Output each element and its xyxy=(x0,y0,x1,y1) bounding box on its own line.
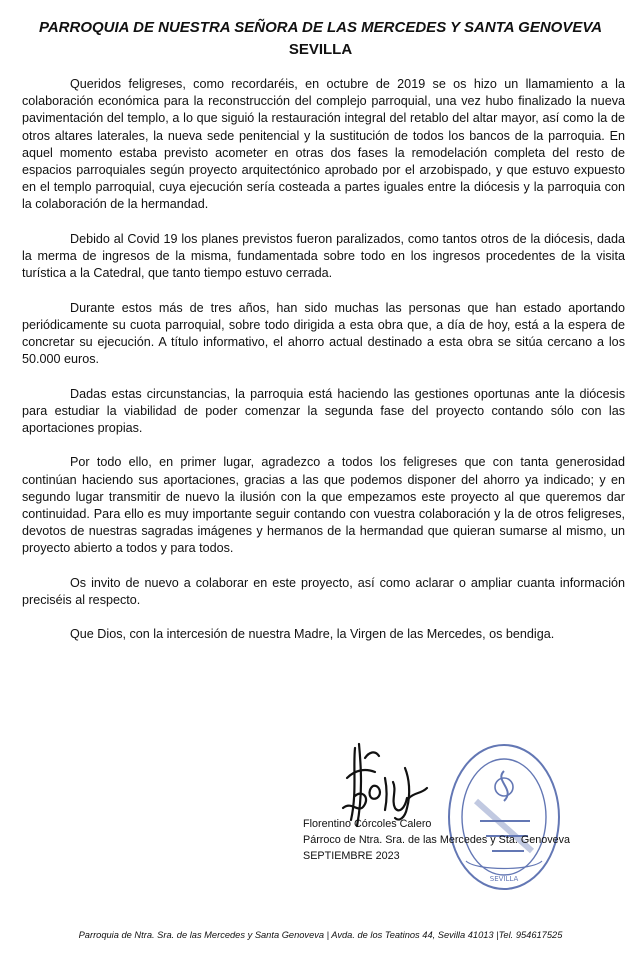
paragraph: Queridos feligreses, como recordaréis, en octubre de 2019 se os hizo un llamamiento a la colaboración económica para la reconstrucción del complejo parroquial, una vez hubo finalizado la nueva pavimentación del templo, a lo que siguió la restauración integral del retablo del altar mayor, así como la de otros altares laterales, la nueva sede penitencial y la sustitución de todos los bancos de la parroquia. En aquel momento estaba previsto acometer en otras dos fases la remodelación completa del resto de espacios parroquiales según proyecto arquitectónico aprobado por el arzobispado, y que estuvo expuesto en el templo parroquial, cuya ejecución sería costeada a partes iguales entre la diócesis y la parroquia con la colaboración de la hermandad. xyxy=(22,77,625,212)
signature-block xyxy=(303,817,570,864)
signer-role: Párroco de Ntra. Sra. de las Mercedes y Sta. Genoveva xyxy=(303,833,571,846)
paragraph: Os invito de nuevo a colaborar en este proyecto, así como aclarar o ampliar cuanta información preciséis al respecto. xyxy=(22,575,625,608)
paragraph: Por todo ello, en primer lugar, agradezco a todos los feligreses que con tanta generosidad continúan haciendo sus aportaciones, gracias a las que podemos disponer del ahorro ya indicado; y en segundo lugar transmitir de nuevo la ilusión con la que empezamos este proyecto al que queremos dar continuidad. Para ello es muy importante seguir contando con vuestra colaboración y la de otros feligreses, devotos de nuestras sagradas imágenes y hermanos de la hermandad que quieran sumarse al mismo, un proyecto abierto a todos y para todos. xyxy=(22,455,625,556)
paragraph: Durante estos más de tres años, han sido muchas las personas que han estado aportando periódicamente su cuota parroquial, sobre todo dirigida a esta obra que, a día de hoy, está a la espera de concretar su ejecución. A título informativo, el ahorro actual destinado a esta obra se sitúa cercano a los 50.000 euros. xyxy=(22,300,625,367)
svg-text:SEVILLA: SEVILLA xyxy=(489,875,519,883)
signer-name: Florentino Córcoles Calero xyxy=(303,818,432,830)
paragraph: Que Dios, con la intercesión de nuestra Madre, la Virgen de las Mercedes, os bendiga. xyxy=(70,627,555,642)
parish-title: PARROQUIA DE NUESTRA SEÑORA DE LAS MERCEDES Y SANTA GENOVEVA xyxy=(38,19,603,36)
city-subtitle: SEVILLA xyxy=(288,41,353,58)
letter-footer: Parroquia de Ntra. Sra. de las Mercedes y Santa Genoveva | Avda. de los Teatinos 44, Sevilla 41013 |Tel. 954617525 xyxy=(78,930,563,940)
letter-body xyxy=(22,76,625,661)
paragraph: Dadas estas circunstancias, la parroquia está haciendo las gestiones oportunas ante la diócesis para estudiar la viabilidad de poder comenzar la segunda fase del proyecto contando sólo con las aportaciones propias. xyxy=(22,386,625,436)
paragraph: Debido al Covid 19 los planes previstos fueron paralizados, como tantos otros de la diócesis, dada la merma de ingresos de la misma, fundamentada sobre todo en los ingresos procedentes de la visita turística a la Catedral, que tanto tiempo estuvo cerrada. xyxy=(22,231,625,281)
letter-date: SEPTIEMBRE 2023 xyxy=(303,849,400,862)
